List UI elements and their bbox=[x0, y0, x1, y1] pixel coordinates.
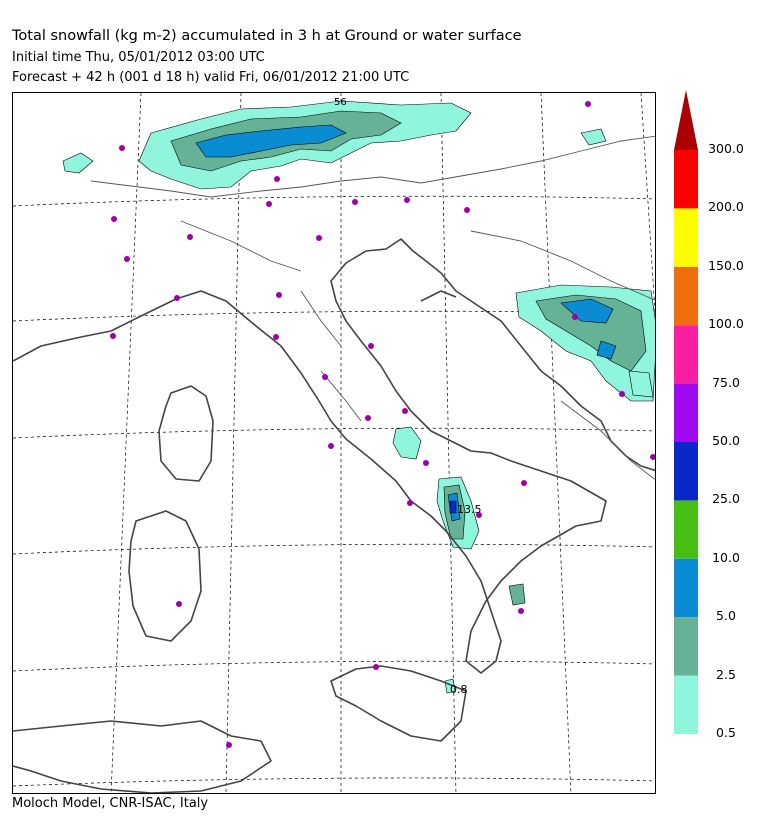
legend-label: 5.0 bbox=[716, 608, 736, 624]
snow-south bbox=[393, 427, 525, 693]
legend-band-8 bbox=[674, 208, 698, 266]
legend-band-4 bbox=[674, 442, 698, 500]
legend-band-5 bbox=[674, 384, 698, 442]
legend-label: 200.0 bbox=[708, 199, 744, 215]
color-legend bbox=[674, 88, 698, 736]
snow-balkans bbox=[516, 285, 656, 401]
legend-band-0 bbox=[674, 676, 698, 734]
legend-band-1 bbox=[674, 617, 698, 675]
graticule bbox=[13, 93, 656, 794]
legend-label: 2.5 bbox=[716, 666, 736, 682]
snow-alps bbox=[63, 101, 606, 189]
map-title: Total snowfall (kg m-2) accumulated in 3 h at Ground or water surface bbox=[12, 28, 522, 44]
annotation-max-sicily: 0.8 bbox=[450, 683, 468, 696]
initial-time: Initial time Thu, 05/01/2012 03:00 UTC bbox=[12, 50, 265, 65]
annotation-max-south: 13.5 bbox=[457, 503, 482, 516]
model-credit: Moloch Model, CNR-ISAC, Italy bbox=[12, 796, 209, 811]
legend-band-9 bbox=[674, 150, 698, 208]
legend-label: 50.0 bbox=[712, 433, 740, 448]
legend-label: 10.0 bbox=[712, 549, 740, 565]
legend-label: 75.0 bbox=[712, 374, 740, 390]
snowfall-map bbox=[12, 92, 656, 794]
legend-band-6 bbox=[674, 325, 698, 383]
annotation-max-alps: 56 bbox=[334, 97, 347, 108]
legend-band-3 bbox=[674, 500, 698, 558]
legend-band-top-arrow bbox=[674, 90, 698, 150]
city-dots bbox=[110, 101, 656, 748]
legend-band-2 bbox=[674, 559, 698, 617]
legend-band-7 bbox=[674, 267, 698, 325]
legend-label: 0.5 bbox=[716, 725, 736, 740]
legend-label: 150.0 bbox=[708, 257, 744, 273]
legend-label: 300.0 bbox=[708, 141, 744, 156]
legend-label: 25.0 bbox=[712, 491, 740, 507]
map-canvas bbox=[13, 93, 656, 794]
legend-label: 100.0 bbox=[708, 316, 744, 332]
forecast-valid-time: Forecast + 42 h (001 d 18 h) valid Fri, 06/01/2012 21:00 UTC bbox=[12, 70, 410, 85]
